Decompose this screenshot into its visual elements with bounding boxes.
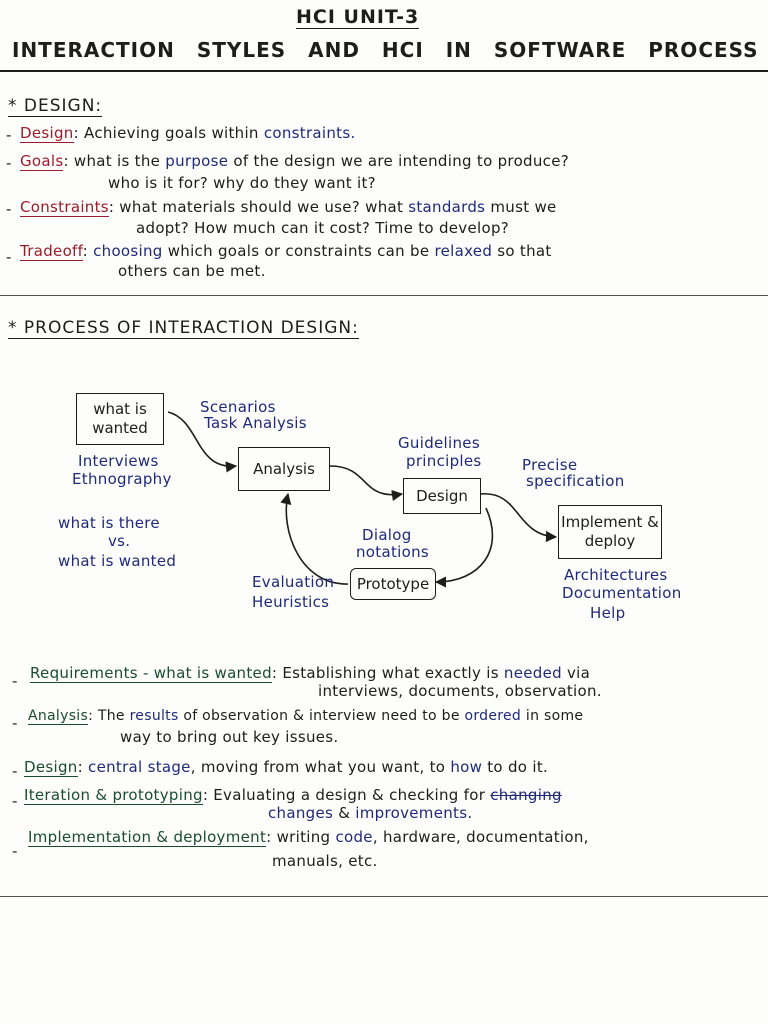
iteration-note: Iteration & prototyping: Evaluating a design & checking for changing (24, 786, 562, 804)
requirements-note-line2: interviews, documents, observation. (318, 682, 602, 700)
process-heading: * PROCESS OF INTERACTION DESIGN: (8, 318, 359, 338)
principles-label: principles (406, 452, 482, 470)
design-note: Design: central stage, moving from what you want, to how to do it. (24, 758, 549, 776)
guidelines-label: Guidelines (398, 434, 480, 452)
architectures-label: Architectures (564, 566, 668, 584)
design-definition: Design: Achieving goals within constraints. (20, 124, 356, 142)
bullet: - (12, 842, 18, 860)
page-title: HCI UNIT-3 (296, 6, 420, 28)
precise-label: Precise (522, 456, 578, 474)
documentation-label: Documentation (562, 584, 682, 602)
constraints-definition-line2: adopt? How much can it cost? Time to develop? (136, 219, 510, 237)
goals-definition: Goals: what is the purpose of the design we are intending to produce? (20, 152, 570, 170)
iteration-note-line2: changes & improvements. (268, 804, 473, 822)
evaluation-label: Evaluation (252, 573, 335, 591)
specification-label: specification (526, 472, 625, 490)
what-is-there-label: what is there (58, 514, 160, 532)
scenarios-label: Scenarios (200, 398, 276, 416)
analysis-box: Analysis (238, 447, 330, 491)
bullet: - (12, 672, 18, 690)
footer-divider (0, 896, 768, 897)
bullet: - (6, 154, 12, 172)
tradeoff-definition-line2: others can be met. (118, 262, 266, 280)
goals-definition-line2: who is it for? why do they want it? (108, 174, 376, 192)
bullet: - (12, 792, 18, 810)
bullet: - (6, 248, 12, 266)
design-heading: * DESIGN: (8, 96, 103, 116)
heuristics-label: Heuristics (252, 593, 330, 611)
page-subtitle: INTERACTION STYLES AND HCI IN SOFTWARE PROCESS (12, 38, 759, 62)
implement-deploy-box: Implement & deploy (558, 505, 662, 559)
what-is-wanted-label: what is wanted (58, 552, 177, 570)
bullet: - (6, 126, 12, 144)
constraints-definition: Constraints: what materials should we use? what standards must we (20, 198, 557, 216)
bullet: - (12, 762, 18, 780)
tradeoff-definition: Tradeoff: choosing which goals or constraints can be relaxed so that (20, 242, 552, 260)
implementation-note: Implementation & deployment: writing code, hardware, documentation, (28, 828, 589, 846)
implementation-note-line2: manuals, etc. (272, 852, 378, 870)
design-box: Design (403, 478, 481, 514)
bullet: - (12, 714, 18, 732)
ethnography-label: Ethnography (72, 470, 172, 488)
requirements-note: Requirements - what is wanted: Establishing what exactly is needed via (30, 664, 591, 682)
interviews-label: Interviews (78, 452, 159, 470)
analysis-note-line2: way to bring out key issues. (120, 728, 339, 746)
help-label: Help (590, 604, 626, 622)
what-is-wanted-box: what is wanted (76, 393, 164, 445)
dialog-label: Dialog (362, 526, 412, 544)
task-analysis-label: Task Analysis (204, 414, 307, 432)
prototype-box: Prototype (350, 568, 436, 600)
bullet: - (6, 200, 12, 218)
analysis-note: Analysis: The results of observation & interview need to be ordered in some (28, 708, 584, 724)
notations-label: notations (356, 543, 430, 561)
vs-label: vs. (108, 532, 131, 550)
